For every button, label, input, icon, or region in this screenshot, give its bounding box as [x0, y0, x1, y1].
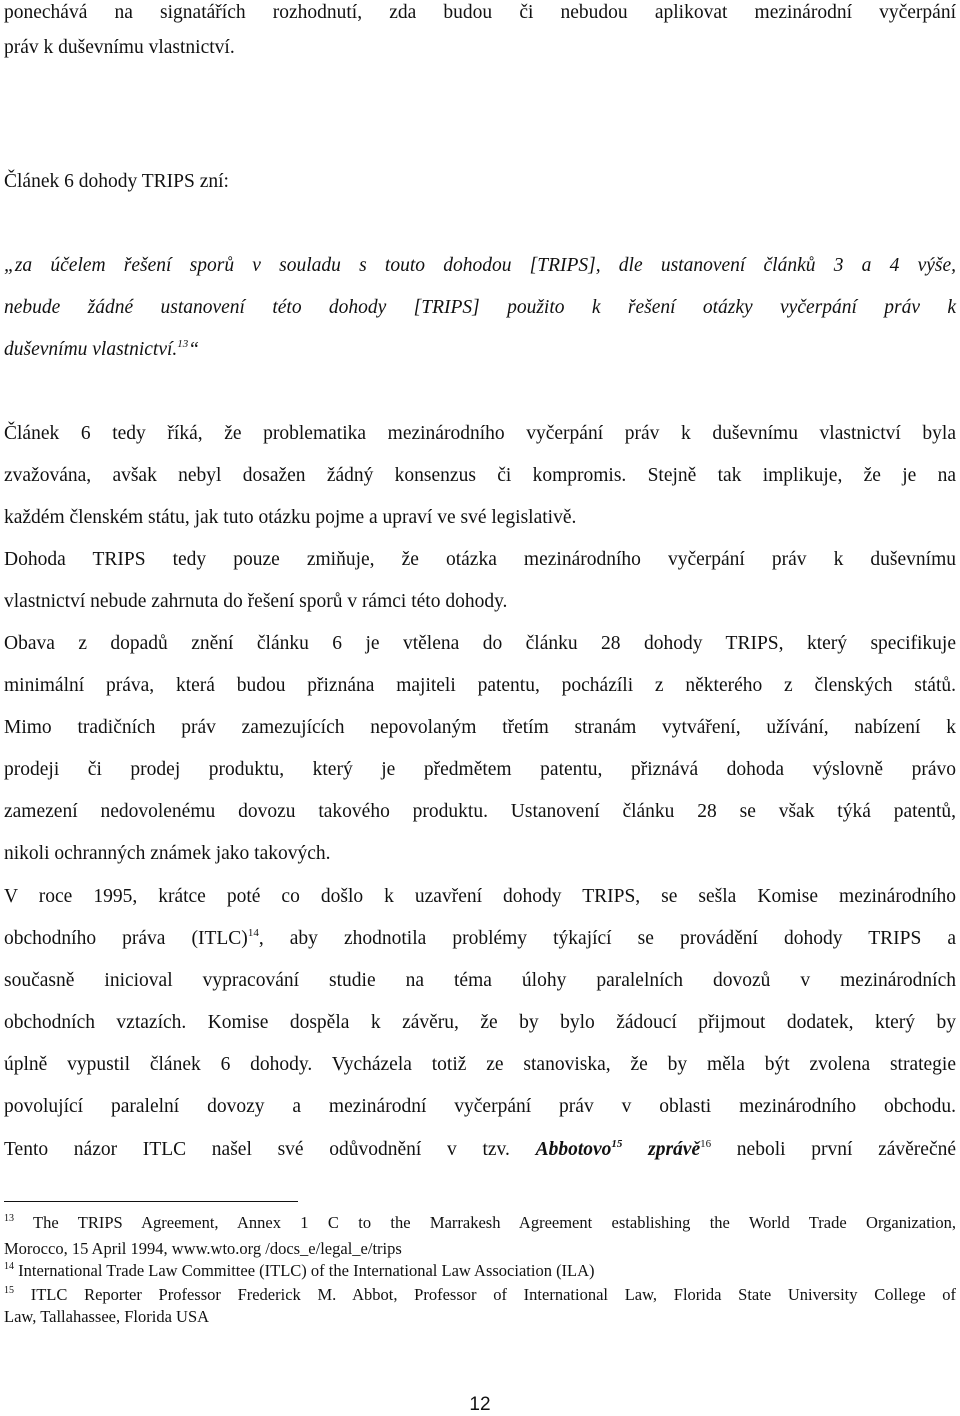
- footnote-text: ITLC Reporter Professor Frederick M. Abbot, Professor of International Law, Florida State University College of: [30, 1285, 957, 1304]
- body-line: úplně vypustil článek 6 dohody. Vycházela totiž ze stanoviska, že by měla být zvolena strategie: [4, 1054, 956, 1075]
- footnote-ref: 16: [700, 1138, 712, 1150]
- footnote-text: The TRIPS Agreement, Annex 1 C to the Marrakesh Agreement establishing the World Trade Organization,: [33, 1213, 956, 1232]
- quote-close: “: [188, 339, 200, 360]
- quote-line: „za účelem řešení sporů v souladu s touto dohodou [TRIPS], dle ustanovení článků 3 a 4 výše,: [4, 255, 956, 276]
- footnote-14: [4, 1261, 956, 1281]
- footnote-13-cont: Morocco, 15 April 1994, www.wto.org /docs_e/legal_e/trips: [4, 1239, 402, 1258]
- body-line: práv k duševnímu vlastnictví.: [4, 37, 235, 58]
- body-text: , aby zhodnotila problémy týkající se provádění dohody TRIPS a: [258, 928, 957, 949]
- body-line: každém členském státu, jak tuto otázku pojme a upraví ve své legislativě.: [4, 507, 577, 528]
- body-text: neboli první závěrečné: [736, 1139, 956, 1160]
- footnote-15-cont: Law, Tallahassee, Florida USA: [4, 1307, 210, 1326]
- body-line: V roce 1995, krátce poté co došlo k uzavření dohody TRIPS, se sešla Komise mezinárodního: [4, 886, 956, 907]
- body-line: současně inicioval vypracování studie na téma úlohy paralelních dovozů v mezinárodních: [4, 970, 956, 991]
- body-line: prodeji či prodej produktu, který je předmětem patentu, přiznává dohoda výslovně právo: [4, 759, 956, 780]
- emphasis-text: [536, 1139, 623, 1160]
- footnote-text: International Trade Law Committee (ITLC) of the International Law Association (ILA): [18, 1261, 595, 1280]
- page-number: 12: [469, 1394, 491, 1415]
- quote-text: duševnímu vlastnictví.: [4, 339, 178, 360]
- body-line: obchodních vztazích. Komise dospěla k závěru, že by bylo žádoucí přijmout dodatek, který by: [4, 1012, 956, 1033]
- footnote-number: 14: [4, 1261, 14, 1272]
- body-line: Dohoda TRIPS tedy pouze zmiňuje, že otázka mezinárodního vyčerpání práv k duševnímu: [4, 549, 956, 570]
- article-intro: Článek 6 dohody TRIPS zní:: [4, 171, 229, 192]
- quote-line: [4, 338, 956, 362]
- body-line: [4, 1138, 956, 1162]
- body-line: Obava z dopadů znění článku 6 je vtělena do článku 28 dohody TRIPS, který specifikuje: [4, 633, 956, 654]
- body-line: Článek 6 tedy říká, že problematika mezinárodního vyčerpání práv k duševnímu vlastnictví byla: [4, 423, 956, 444]
- body-line: nikoli ochranných známek jako takových.: [4, 843, 331, 864]
- body-line: [4, 927, 956, 951]
- quote-line: nebude žádné ustanovení této dohody [TRIPS] použito k řešení otázky vyčerpání práv k: [4, 297, 956, 318]
- footnote-ref: 15: [611, 1138, 623, 1150]
- emphasis-text: [648, 1139, 700, 1160]
- body-line: minimální práva, která budou přiznána majiteli patentu, pocházíli z některého z členských států.: [4, 675, 956, 696]
- emphasis-word: Abbotovo: [535, 1139, 612, 1160]
- footnote-ref: 13: [177, 338, 189, 350]
- footnote-13: [4, 1213, 956, 1233]
- body-line: zamezení nedovolenému dovozu takového produktu. Ustanovení článku 28 se však týká patentů,: [4, 801, 956, 822]
- footnote-number: 15: [4, 1285, 14, 1296]
- footnote-ref: 14: [247, 927, 259, 939]
- body-line: zvažována, avšak nebyl dosažen žádný konsenzus či kompromis. Stejně tak implikuje, že je na: [4, 465, 956, 486]
- footnote-separator: [4, 1201, 298, 1202]
- body-text: obchodního práva (ITLC): [4, 928, 248, 949]
- footnote-15: [4, 1285, 956, 1305]
- body-line: povolující paralelní dovozy a mezinárodní vyčerpání práv v oblasti mezinárodního obchodu.: [4, 1096, 956, 1117]
- emphasis-word: zprávě: [648, 1139, 701, 1160]
- footnote-number: 13: [4, 1213, 14, 1224]
- body-line: vlastnictví nebude zahrnuta do řešení sporů v rámci této dohody.: [4, 591, 508, 612]
- body-line: ponechává na signatářích rozhodnutí, zda budou či nebudou aplikovat mezinárodní vyčerpání: [4, 2, 956, 23]
- body-text: Tento názor ITLC našel své odůvodnění v tzv.: [4, 1139, 510, 1160]
- body-line: Mimo tradičních práv zamezujících nepovolaným třetím stranám vytváření, užívání, nabízení k: [4, 717, 956, 738]
